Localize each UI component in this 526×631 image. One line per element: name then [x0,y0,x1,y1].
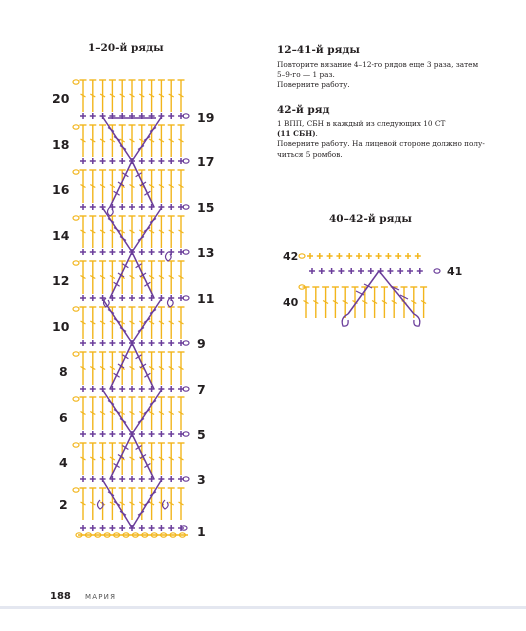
turn-chain-6 [73,352,79,356]
turn-chain-2 [73,170,79,174]
turn-chain-7 [73,397,79,401]
row-number-15: 15 [197,200,215,215]
cross-b-2 [150,401,156,405]
row-number-42: 42 [283,250,299,263]
cross-b-8 [144,137,150,141]
row-number-11: 11 [197,291,215,306]
section2-line-1: 1 ВПП, СБН в каждый из следующих 10 СТ [277,119,446,128]
cross-a-6 [114,228,120,232]
row-number-4: 4 [59,455,68,470]
r40-curl-left [342,314,348,326]
row-number-3: 3 [197,472,206,487]
row-number-12: 12 [52,273,70,288]
section1-line-1: Повторите вязание 4–12-го рядов еще 3 раза, затем [277,60,479,69]
cross-a-4 [120,328,126,332]
turn-chain-0 [73,80,79,84]
running-title: МАРИЯ [85,593,117,601]
cross-a-2 [114,410,120,414]
cross-b-4 [144,319,150,323]
row-number-13: 13 [197,245,215,260]
page-number: 188 [50,591,71,602]
cross-b-4 [138,328,144,332]
cross-b-6 [150,219,156,223]
turn-chain-4 [73,261,79,265]
cross-a-2 [120,419,126,423]
footer-rule [0,606,526,609]
row-number-41: 41 [447,265,463,278]
turn-chain-5 [73,307,79,311]
r42-chain [299,254,305,258]
section2-line-4: читься 5 ромбов. [277,149,343,159]
section1-line-3: Поверните работу. [277,80,350,90]
cross-b-8 [150,128,156,132]
row-number-20: 20 [52,91,70,106]
curl-5 [166,252,172,261]
right-chart-title: 40–42-й ряды [329,213,412,225]
cross-b-2 [138,419,144,423]
cross-b-6 [138,237,144,241]
row-number-8: 8 [59,364,68,379]
row-number-10: 10 [52,319,70,334]
section1-line-2: 5–9-го — 1 раз. [277,70,335,80]
cross-a-8 [114,137,120,141]
curl-3 [168,298,174,307]
turn-chain-3 [73,216,79,220]
r40-curl-right [414,314,420,326]
row-number-9: 9 [197,336,206,351]
row-number-5: 5 [197,427,206,442]
row-number-40: 40 [283,296,299,309]
row-number-14: 14 [52,228,70,243]
section1-title: 12–41-й ряды [277,44,360,56]
row-number-17: 17 [197,154,215,169]
row-number-1: 1 [197,524,206,539]
cross-a-4 [114,319,120,323]
cross-b-8 [138,146,144,150]
section2-bold-count: (11 СБН) [277,129,316,139]
row-number-19: 19 [197,110,215,125]
section2-punct: . [315,129,318,139]
cross-b-4 [150,310,156,314]
cross-b-6 [144,228,150,232]
row-number-7: 7 [197,382,206,397]
row-number-18: 18 [52,137,70,152]
row-number-16: 16 [52,182,70,197]
cross-a-6 [120,237,126,241]
cross-a-8 [120,146,126,150]
r41-chain [434,269,440,273]
turn-chain-9 [73,488,79,492]
left-chart-title: 1–20-й ряды [88,42,164,54]
section2-title: 42-й ряд [277,104,330,116]
turn-chain-8 [73,443,79,447]
section2-line-3: Поверните работу. На лицевой стороне должно полу- [277,139,485,149]
row-number-6: 6 [59,410,68,425]
turn-chain-1 [73,125,79,129]
row-number-2: 2 [59,497,68,512]
